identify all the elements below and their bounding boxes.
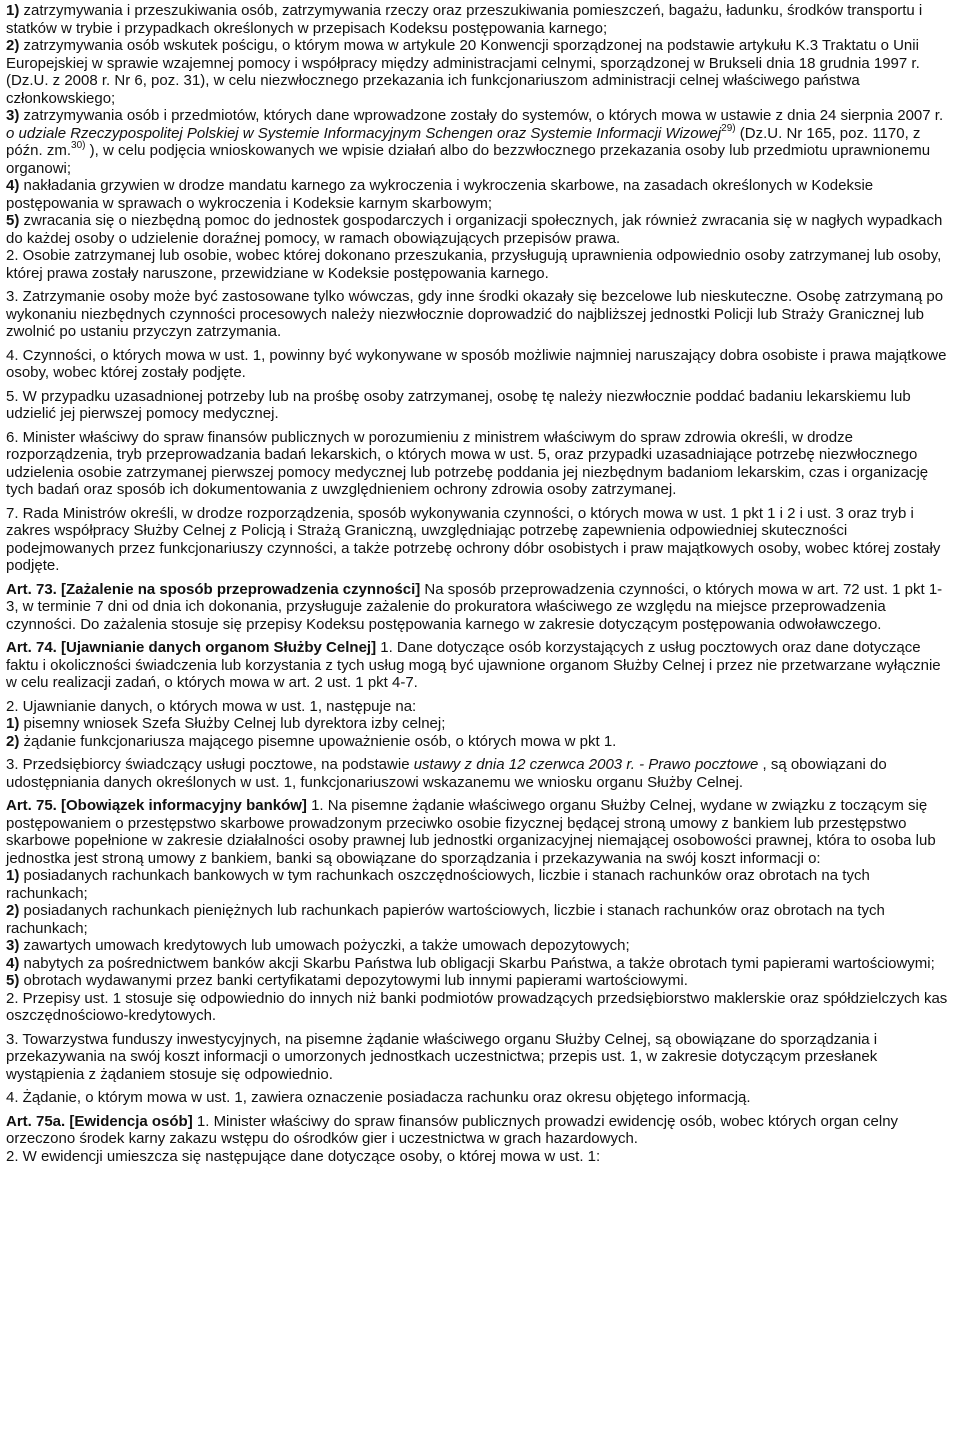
article-text: 1. Na pisemne żądanie właściwego organu Służby Celnej, wydane w związku z toczącym się postępowaniem o przestępstwo skarbowe prowadzonym przeciwko osobie fizycznej będącej stroną umowy z bankiem lub przestępstwo skarbowe popełnione w zakresie działalności osoby prawnej lub jednostki organizacyjnej niemającej osobowości prawnej, która to osoba lub jednostka jest stroną umowy z bankiem, banki są obowiązane do sporządzania i przekazywania na swój koszt informacji o:: [6, 797, 936, 867]
paragraph-ust-4: 4. Czynności, o których mowa w ust. 1, powinny być wykonywane w sposób możliwie najmniej naruszający dobra osobiste i prawa majątkowe osoby, wobec której zostały podjęte.: [6, 346, 947, 381]
point-text: (Dz.U. Nr 165, poz. 1170, z późn. zm.: [6, 124, 921, 159]
footnote-ref[interactable]: 29): [721, 122, 736, 134]
point-text: zatrzymywania osób wskutek pościgu, o którym mowa w artykule 20 Konwencji sporządzonej na podstawie artykułu K.3 Traktatu o Unii Europejskiej w sprawie wzajemnej pomocy i współpracy między administracjami celnymi, sporządzonej w Brukseli dnia 18 grudnia 1997 r. (Dz.U. z 2008 r. Nr 6, poz. 31), w celu niezwłocznego przekazania ich funkcjonariuszom administracji celnej właściwego państwa członkowskiego;: [6, 37, 920, 107]
paragraph-point-1: [6, 2, 954, 37]
paragraph-point-3: [6, 107, 954, 177]
paragraph-74-point-1: [6, 715, 954, 733]
paragraph-text: , są obowiązani do udostępniania danych określonych w ust. 1, funkcjonariuszowi wskazanemu we wniosku organu Służby Celnej.: [6, 756, 887, 791]
paragraph-75-point-5: [6, 972, 954, 990]
point-text: zawartych umowach kredytowych lub umowach pożyczki, a także umowach depozytowych;: [19, 937, 630, 954]
article-text: 1. Minister właściwy do spraw finansów publicznych prowadzi ewidencję osób, wobec których organ celny orzeczono środek karny zakazu wstępu do ośrodków gier i uczestnictwa w grach hazardowych.: [6, 1112, 899, 1147]
paragraph-ust-3: 3. Zatrzymanie osoby może być zastosowane tylko wówczas, gdy inne środki okazały się bezcelowe lub nieskuteczne. Osobę zatrzymaną po wykonaniu niezbędnych czynności procesowych należy niezwłocznie doprowadzić do najbliższej jednostki Policji lub Straży Granicznej lub zwolnić po ustaniu przyczyn zatrzymania.: [6, 288, 944, 340]
point-number: 1): [6, 2, 20, 19]
point-number: 4): [6, 954, 20, 972]
paragraph-75-ust-4: 4. Żądanie, o którym mowa w ust. 1, zawiera oznaczenie posiadacza rachunku oraz okresu objętego informacją.: [6, 1089, 751, 1106]
article-heading: Art. 74. [Ujawnianie danych organom Służby Celnej]: [6, 639, 377, 656]
paragraph-75-point-1: [6, 867, 954, 902]
paragraph-ust-5: 5. W przypadku uzasadnionej potrzeby lub na prośbę osoby zatrzymanej, osobę tę należy niezwłocznie poddać badaniu lekarskiemu lub udzielić jej pierwszej pomocy medycznej.: [6, 387, 911, 422]
point-number: 5): [6, 972, 20, 989]
act-title: ustawy z dnia 12 czerwca 2003 r. - Prawo pocztowe: [413, 756, 759, 773]
footnote-ref[interactable]: 30): [71, 140, 86, 151]
point-text: żądanie funkcjonariusza mającego pisemne upoważnienie osób, o których mowa w pkt 1.: [19, 732, 617, 750]
paragraph-point-5: [6, 212, 954, 247]
point-text: pisemny wniosek Szefa Służby Celnej lub dyrektora izby celnej;: [19, 715, 446, 732]
paragraph-75-point-2: [6, 902, 954, 937]
point-number: 2): [6, 37, 20, 54]
article-74: [6, 639, 954, 692]
paragraph-ust-7: 7. Rada Ministrów określi, w drodze rozporządzenia, sposób wykonywania czynności, o których mowa w ust. 1 pkt 1 i 2 i ust. 3 oraz tryb i zakres współpracy Służby Celnej z Policją i Strażą Graniczną, uwzględniając potrzebę zapewnienia odpowiedniej skuteczności podejmowanych przez funkcjonariuszy czynności, a także potrzebę ochrony dóbr osobistych i praw majątkowych osoby, wobec której zostały podjęte.: [6, 504, 941, 574]
point-text: zwracania się o niezbędną pomoc do jednostek gospodarczych i organizacji społecznych, jak również zwracania się w nagłych wypadkach do każdej osoby o udzielenie doraźnej pomocy, w ramach obowiązujących przepisów prawa.: [6, 212, 943, 247]
point-number: 2): [6, 902, 20, 919]
article-75: [6, 797, 954, 867]
paragraph-75-ust-2: 2. Przepisy ust. 1 stosuje się odpowiednio do innych niż banki podmiotów prowadzących przedsiębiorstwo maklerskie oraz spółdzielczych kas oszczędnościowo-kredytowych.: [6, 989, 948, 1024]
point-number: 3): [6, 107, 20, 124]
article-text: 1. Dane dotyczące osób korzystających z usług pocztowych oraz dane dotyczące faktu i okoliczności świadczenia lub korzystania z tych usług mogą być ujawnione organom Służby Celnej i przez nie przetwarzane wyłącznie w celu realizacji zadań, o których mowa w art. 2 ust. 1 pkt 4-7.: [6, 639, 941, 691]
point-number: 2): [6, 732, 20, 750]
point-number: 3): [6, 937, 20, 954]
paragraph-75-point-4: [6, 955, 954, 973]
point-number: 1): [6, 867, 20, 884]
point-text: zatrzymywania i przeszukiwania osób, zatrzymywania rzeczy oraz przeszukiwania pomieszczeń, bagażu, ładunku, środków transportu i statków w trybie i przypadkach określonych w przepisach Kodeksu postępowania karnego;: [6, 2, 923, 37]
article-75a: [6, 1113, 954, 1148]
paragraph-75a-ust-2: 2. W ewidencji umieszcza się następujące dane dotyczące osoby, o której mowa w ust. 1:: [6, 1147, 601, 1165]
article-73: [6, 581, 954, 634]
paragraph-75-ust-3: 3. Towarzystwa funduszy inwestycyjnych, na pisemne żądanie właściwego organu Służby Celnej, są obowiązane do sporządzania i przekazywania na swój koszt informacji o umorzonych jednostkach uczestnictwa; przepis ust. 1, w zakresie dotyczącym przesłanek wystąpienia z żądaniem stosuje się odpowiednio.: [6, 1030, 878, 1083]
paragraph-74-ust-3: [6, 756, 954, 791]
paragraph-point-2: [6, 37, 954, 107]
point-text: posiadanych rachunkach bankowych w tym rachunkach oszczędnościowych, liczbie i stanach rachunków oraz obrotach na tych rachunkach;: [6, 867, 870, 902]
paragraph-point-4: [6, 177, 954, 212]
point-text: nakładania grzywien w drodze mandatu karnego za wykroczenia i wykroczenia skarbowe, na zasadach określonych w Kodeksie postępowania w sprawach o wykroczenia i Kodeksie karnym skarbowym;: [6, 177, 874, 212]
paragraph-74-point-2: [6, 733, 954, 751]
point-text: obrotach wydawanymi przez banki certyfikatami depozytowymi lub innymi papierami wartościowymi.: [19, 972, 688, 989]
article-heading: Art. 73. [Zażalenie na sposób przeprowadzenia czynności]: [6, 580, 421, 598]
paragraph-74-ust-2: 2. Ujawnianie danych, o których mowa w ust. 1, następuje na:: [6, 697, 417, 715]
paragraph-ust-2: 2. Osobie zatrzymanej lub osobie, wobec której dokonano przeszukania, przysługują uprawnienia odpowiednio osoby zatrzymanej lub osoby, której prawa zostały naruszone, przewidziane w Kodeksie postępowania karnego.: [6, 247, 942, 282]
paragraph-75-point-3: [6, 937, 954, 955]
point-number: 1): [6, 715, 20, 732]
article-heading: Art. 75a. [Ewidencja osób]: [6, 1112, 193, 1130]
article-text: Na sposób przeprowadzenia czynności, o których mowa w art. 72 ust. 1 pkt 1-3, w terminie 7 dni od dnia ich dokonania, przysługuje zażalenie do prokuratora właściwego ze względu na miejsce przeprowadzenia czynności. Do zażalenia stosuje się przepisy Kodeksu postępowania karnego w zakresie dotyczącym postępowania odwoławczego.: [6, 580, 943, 633]
point-number: 5): [6, 212, 20, 229]
point-text: nabytych za pośrednictwem banków akcji Skarbu Państwa lub obligacji Skarbu Państwa, a także obrotach tymi papierami wartościowymi;: [19, 954, 935, 972]
paragraph-ust-6: 6. Minister właściwy do spraw finansów publicznych w porozumieniu z ministrem właściwym do spraw zdrowia określi, w drodze rozporządzenia, tryb przeprowadzania badań lekarskich, o których mowa w ust. 5, oraz przypadki uzasadniające potrzebę niezwłocznego udzielenia osobie zatrzymanej pierwszej pomocy medycznej lub potrzebę poddania jej niezbędnym badaniom lekarskim, czas i organizację tych badań oraz sposób ich dokumentowania z uwzględnieniem ochrony zdrowia osoby zatrzymanej.: [6, 428, 929, 498]
article-heading: Art. 75. [Obowiązek informacyjny banków]: [6, 797, 307, 814]
act-title: o udziale Rzeczypospolitej Polskiej w Systemie Informacyjnym Schengen oraz Systemie Informacji Wizowej: [6, 124, 722, 142]
point-number: 4): [6, 177, 20, 194]
paragraph-text: 3. Przedsiębiorcy świadczący usługi pocztowe, na podstawie: [6, 756, 414, 773]
point-text: ), w celu podjęcia wnioskowanych we wpisie działań albo do bezzwłocznego przekazania osoby lub przedmiotu uprawnionemu organowi;: [6, 142, 931, 177]
point-text: zatrzymywania osób i przedmiotów, których dane wprowadzone zostały do systemów, o których mowa w ustawie z dnia 24 sierpnia 2007 r.: [19, 107, 944, 124]
point-text: posiadanych rachunkach pieniężnych lub rachunkach papierów wartościowych, liczbie i stanach rachunków oraz obrotach na tych rachunkach;: [6, 902, 885, 937]
